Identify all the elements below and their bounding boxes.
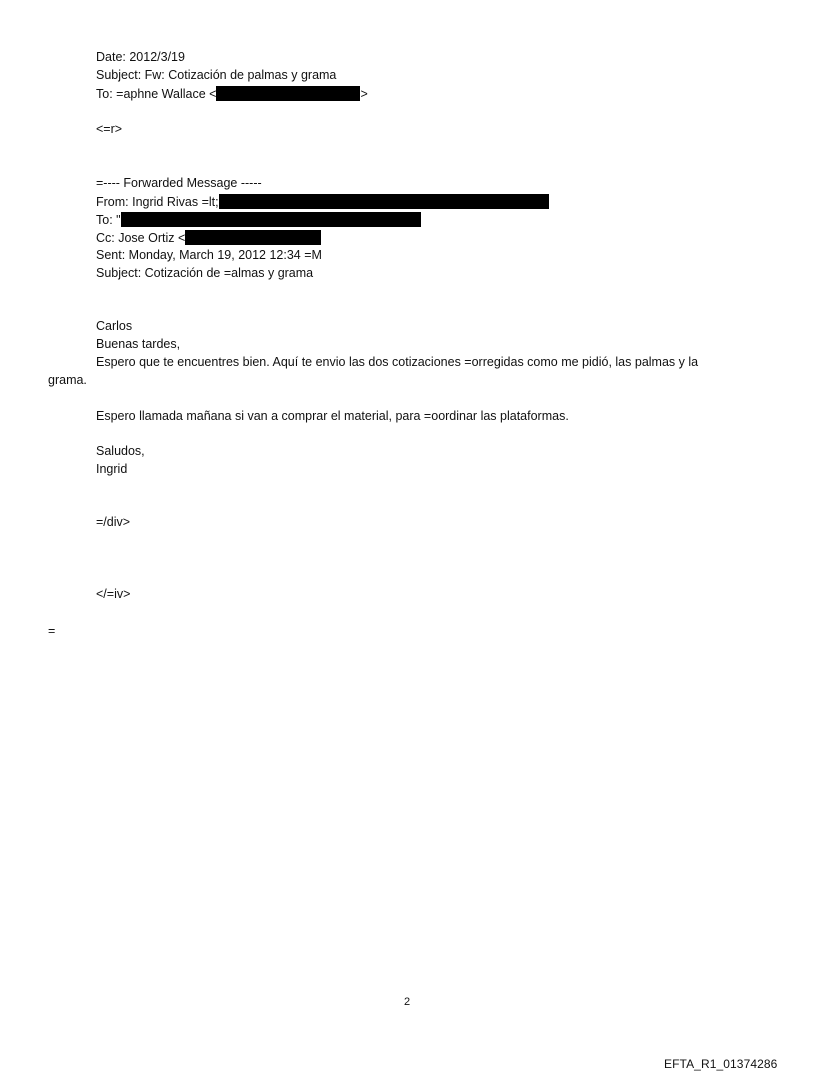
email-date: Date: 2012/3/19 — [96, 50, 185, 64]
signature: Ingrid — [96, 462, 128, 476]
forwarded-banner: =---- Forwarded Message ----- — [96, 176, 262, 190]
greeting-name: Carlos — [96, 319, 133, 333]
forwarded-from — [96, 194, 549, 210]
forwarded-to — [96, 212, 421, 228]
email-to — [96, 86, 368, 102]
redaction-box — [121, 212, 421, 227]
email-subject: Subject: Fw: Cotización de palmas y grama — [96, 68, 337, 82]
document-id: EFTA_R1_01374286 — [664, 1057, 778, 1071]
redaction-box — [219, 194, 549, 209]
html-artifact: </=iv> — [96, 587, 131, 601]
email-to-label: To: =aphne Wallace < — [96, 87, 217, 101]
forwarded-sent: Sent: Monday, March 19, 2012 12:34 =M — [96, 248, 322, 262]
redaction-box — [216, 86, 360, 101]
forwarded-cc — [96, 230, 321, 246]
email-to-suffix: > — [360, 87, 368, 101]
body-paragraph-1: Espero que te encuentres bien. Aquí te envio las dos cotizaciones =orregidas como me pidió, las palmas y la — [96, 355, 699, 369]
html-artifact: = — [48, 624, 56, 638]
forwarded-from-label: From: Ingrid Rivas =lt; — [96, 195, 219, 209]
forwarded-to-label: To: " — [96, 213, 121, 227]
redaction-box — [185, 230, 321, 245]
forwarded-subject: Subject: Cotización de =almas y grama — [96, 266, 314, 280]
greeting: Buenas tardes, — [96, 337, 181, 351]
body-paragraph-1-continued: grama. — [48, 373, 87, 387]
body-paragraph-2: Espero llamada mañana si van a comprar el material, para =oordinar las plataformas. — [96, 409, 569, 423]
html-artifact: <=r> — [96, 122, 123, 136]
closing: Saludos, — [96, 444, 145, 458]
html-artifact: =/div> — [96, 515, 131, 529]
forwarded-cc-label: Cc: Jose Ortiz < — [96, 231, 186, 245]
page-number: 2 — [404, 996, 411, 1008]
